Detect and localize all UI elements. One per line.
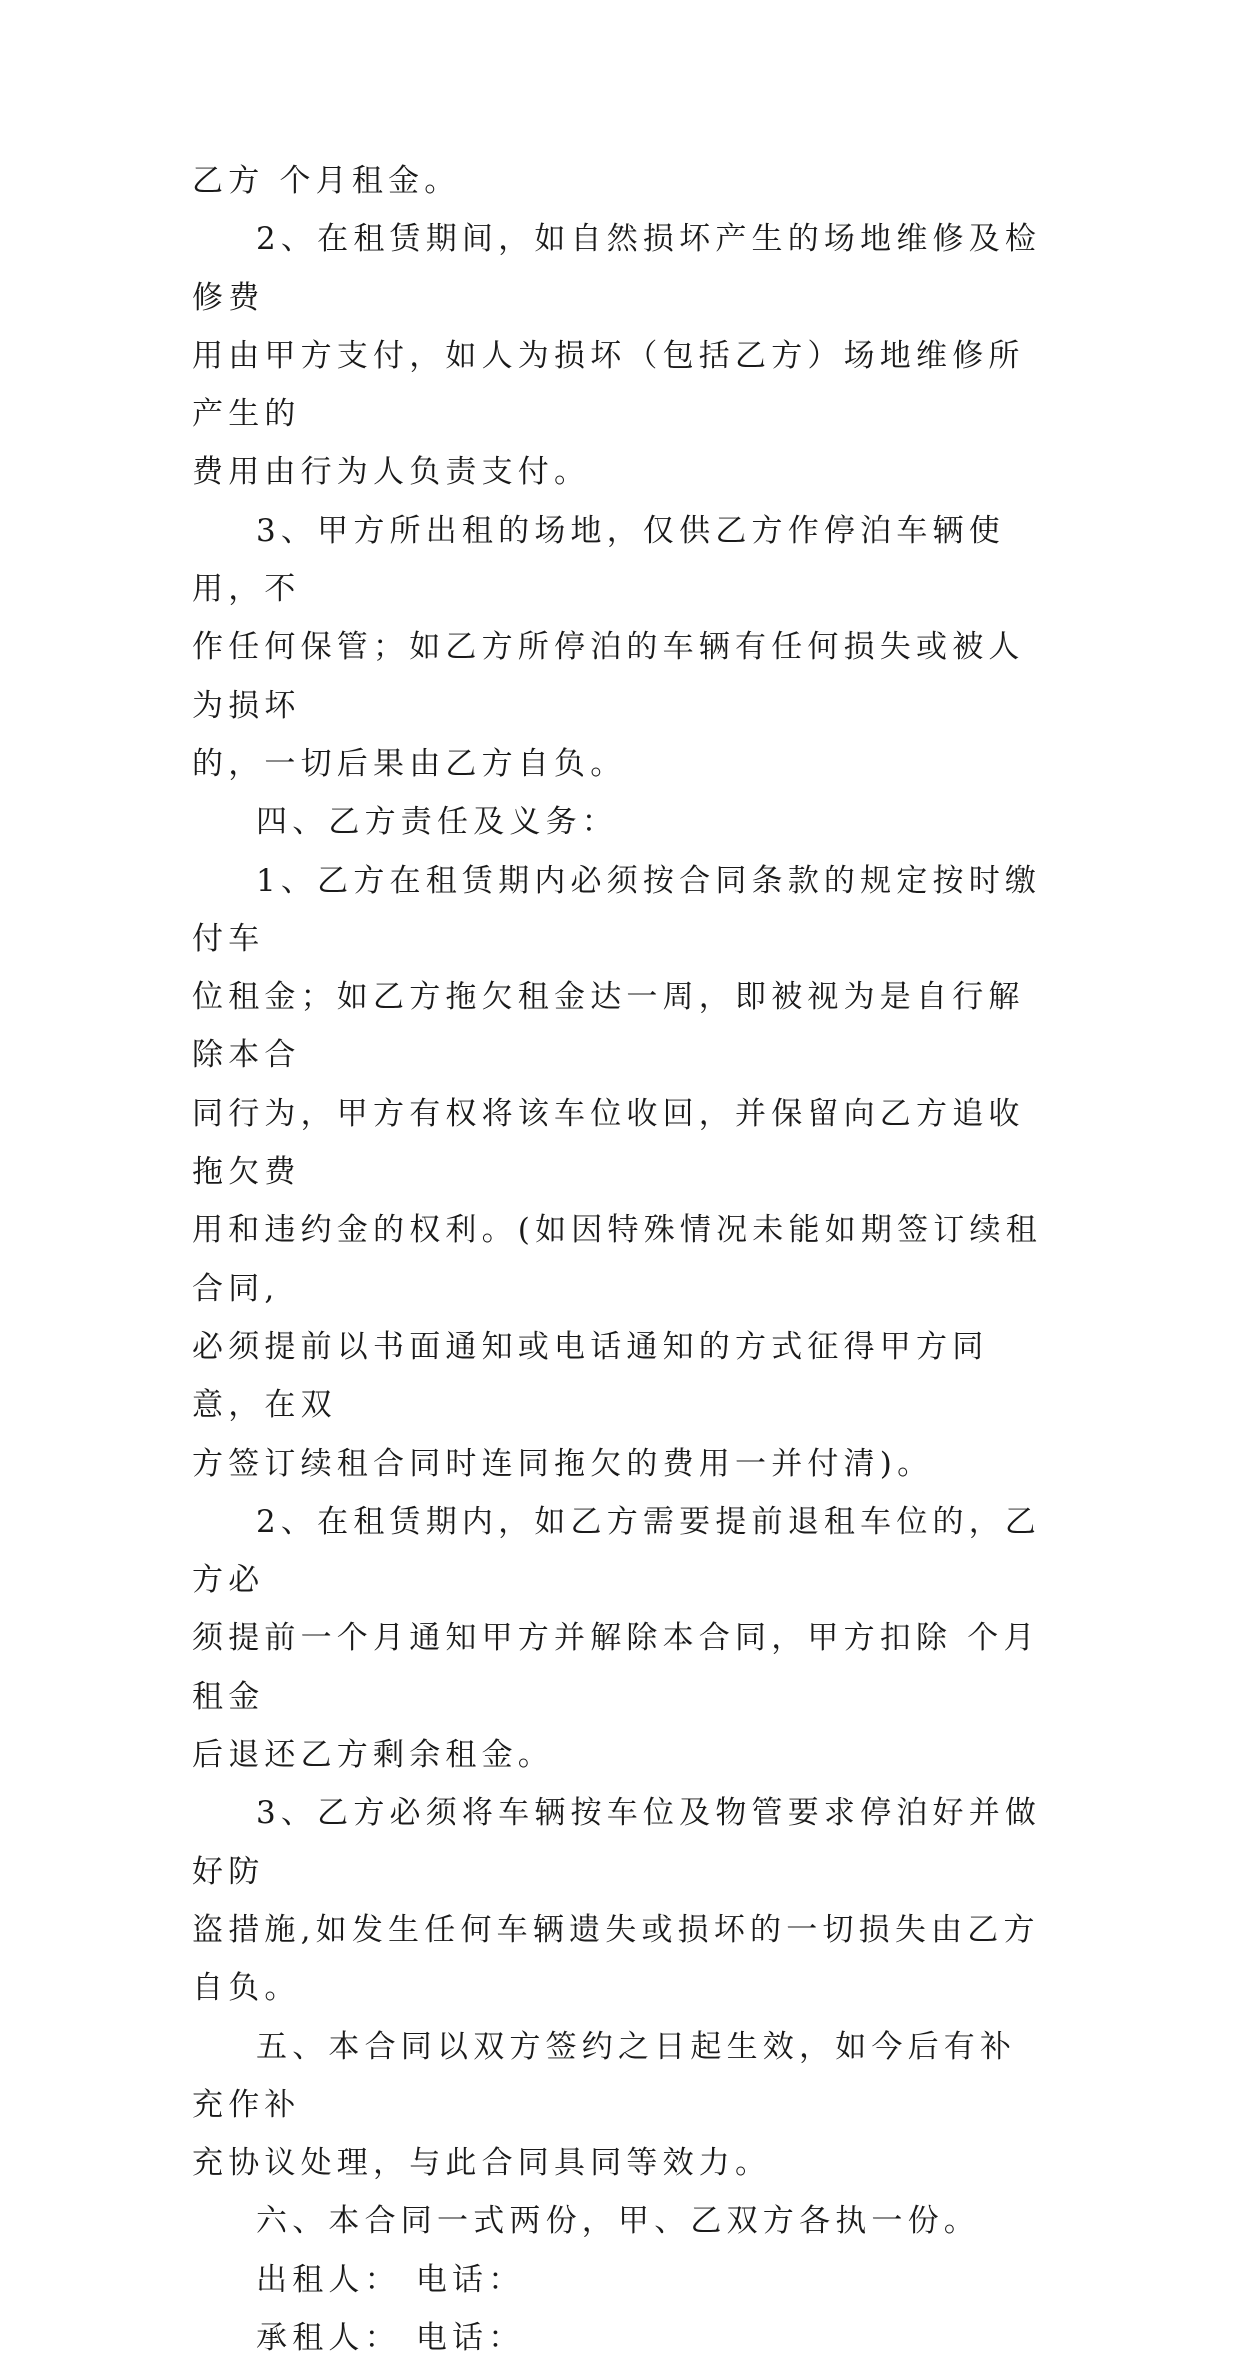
text-line: 同行为，甲方有权将该车位收回，并保留向乙方追收拖欠费: [192, 1095, 1025, 1191]
text-line: 的，一切后果由乙方自负。: [192, 745, 627, 782]
text-line: 充协议处理，与此合同具同等效力。: [192, 2145, 772, 2182]
text-line: 六、本合同一式两份，甲、乙双方各执一份。: [256, 2203, 980, 2240]
text-line: 必须提前以书面通知或电话通知的方式征得甲方同意，在双: [192, 1328, 989, 1424]
text-line: 2、在租赁期内，如乙方需要提前退租车位的，乙方必: [192, 1503, 1042, 1599]
text-line: 位租金；如乙方拖欠租金达一周，即被视为是自行解除本合: [192, 979, 1025, 1074]
text-line: 五、本合同以双方签约之日起生效，如今后有补充作补: [192, 2028, 1017, 2123]
text-line: 用和违约金的权利。(如因特殊情况未能如期签订续租合同,: [192, 1212, 1042, 1307]
lessor-signature-line: 出租人： 电话：: [256, 2261, 525, 2298]
text-line: 盗措施,如发生任何车辆遗失或损坏的一切损失由乙方自负。: [192, 1911, 1040, 2007]
text-line: 作任何保管；如乙方所停泊的车辆有任何损失或被人为损坏: [192, 629, 1025, 724]
text-line: 用由甲方支付，如人为损坏（包括乙方）场地维修所产生的: [192, 337, 1025, 433]
text-line: 2、在租赁期间，如自然损坏产生的场地维修及检修费: [192, 221, 1042, 316]
text-line: 须提前一个月通知甲方并解除本合同，甲方扣除 个月租金: [192, 1620, 1040, 1715]
text-line: 后退还乙方剩余租金。: [192, 1737, 554, 1774]
section-heading: 四、乙方责任及义务：: [256, 804, 618, 841]
lessee-signature-line: 承租人： 电话：: [256, 2319, 525, 2356]
text-line: 乙方 个月租金。: [192, 163, 461, 199]
text-line: 3、甲方所出租的场地，仅供乙方作停泊车辆使用，不: [192, 512, 1005, 608]
text-line: 3、乙方必须将车辆按车位及物管要求停泊好并做好防: [192, 1795, 1042, 1890]
text-line: 方签订续租合同时连同拖欠的费用一并付清)。: [192, 1445, 934, 1482]
text-line: 1、乙方在租赁期内必须按合同条款的规定按时缴付车: [192, 862, 1042, 957]
document-body: [192, 152, 1052, 2367]
text-line: 费用由行为人负责支付。: [192, 454, 591, 491]
